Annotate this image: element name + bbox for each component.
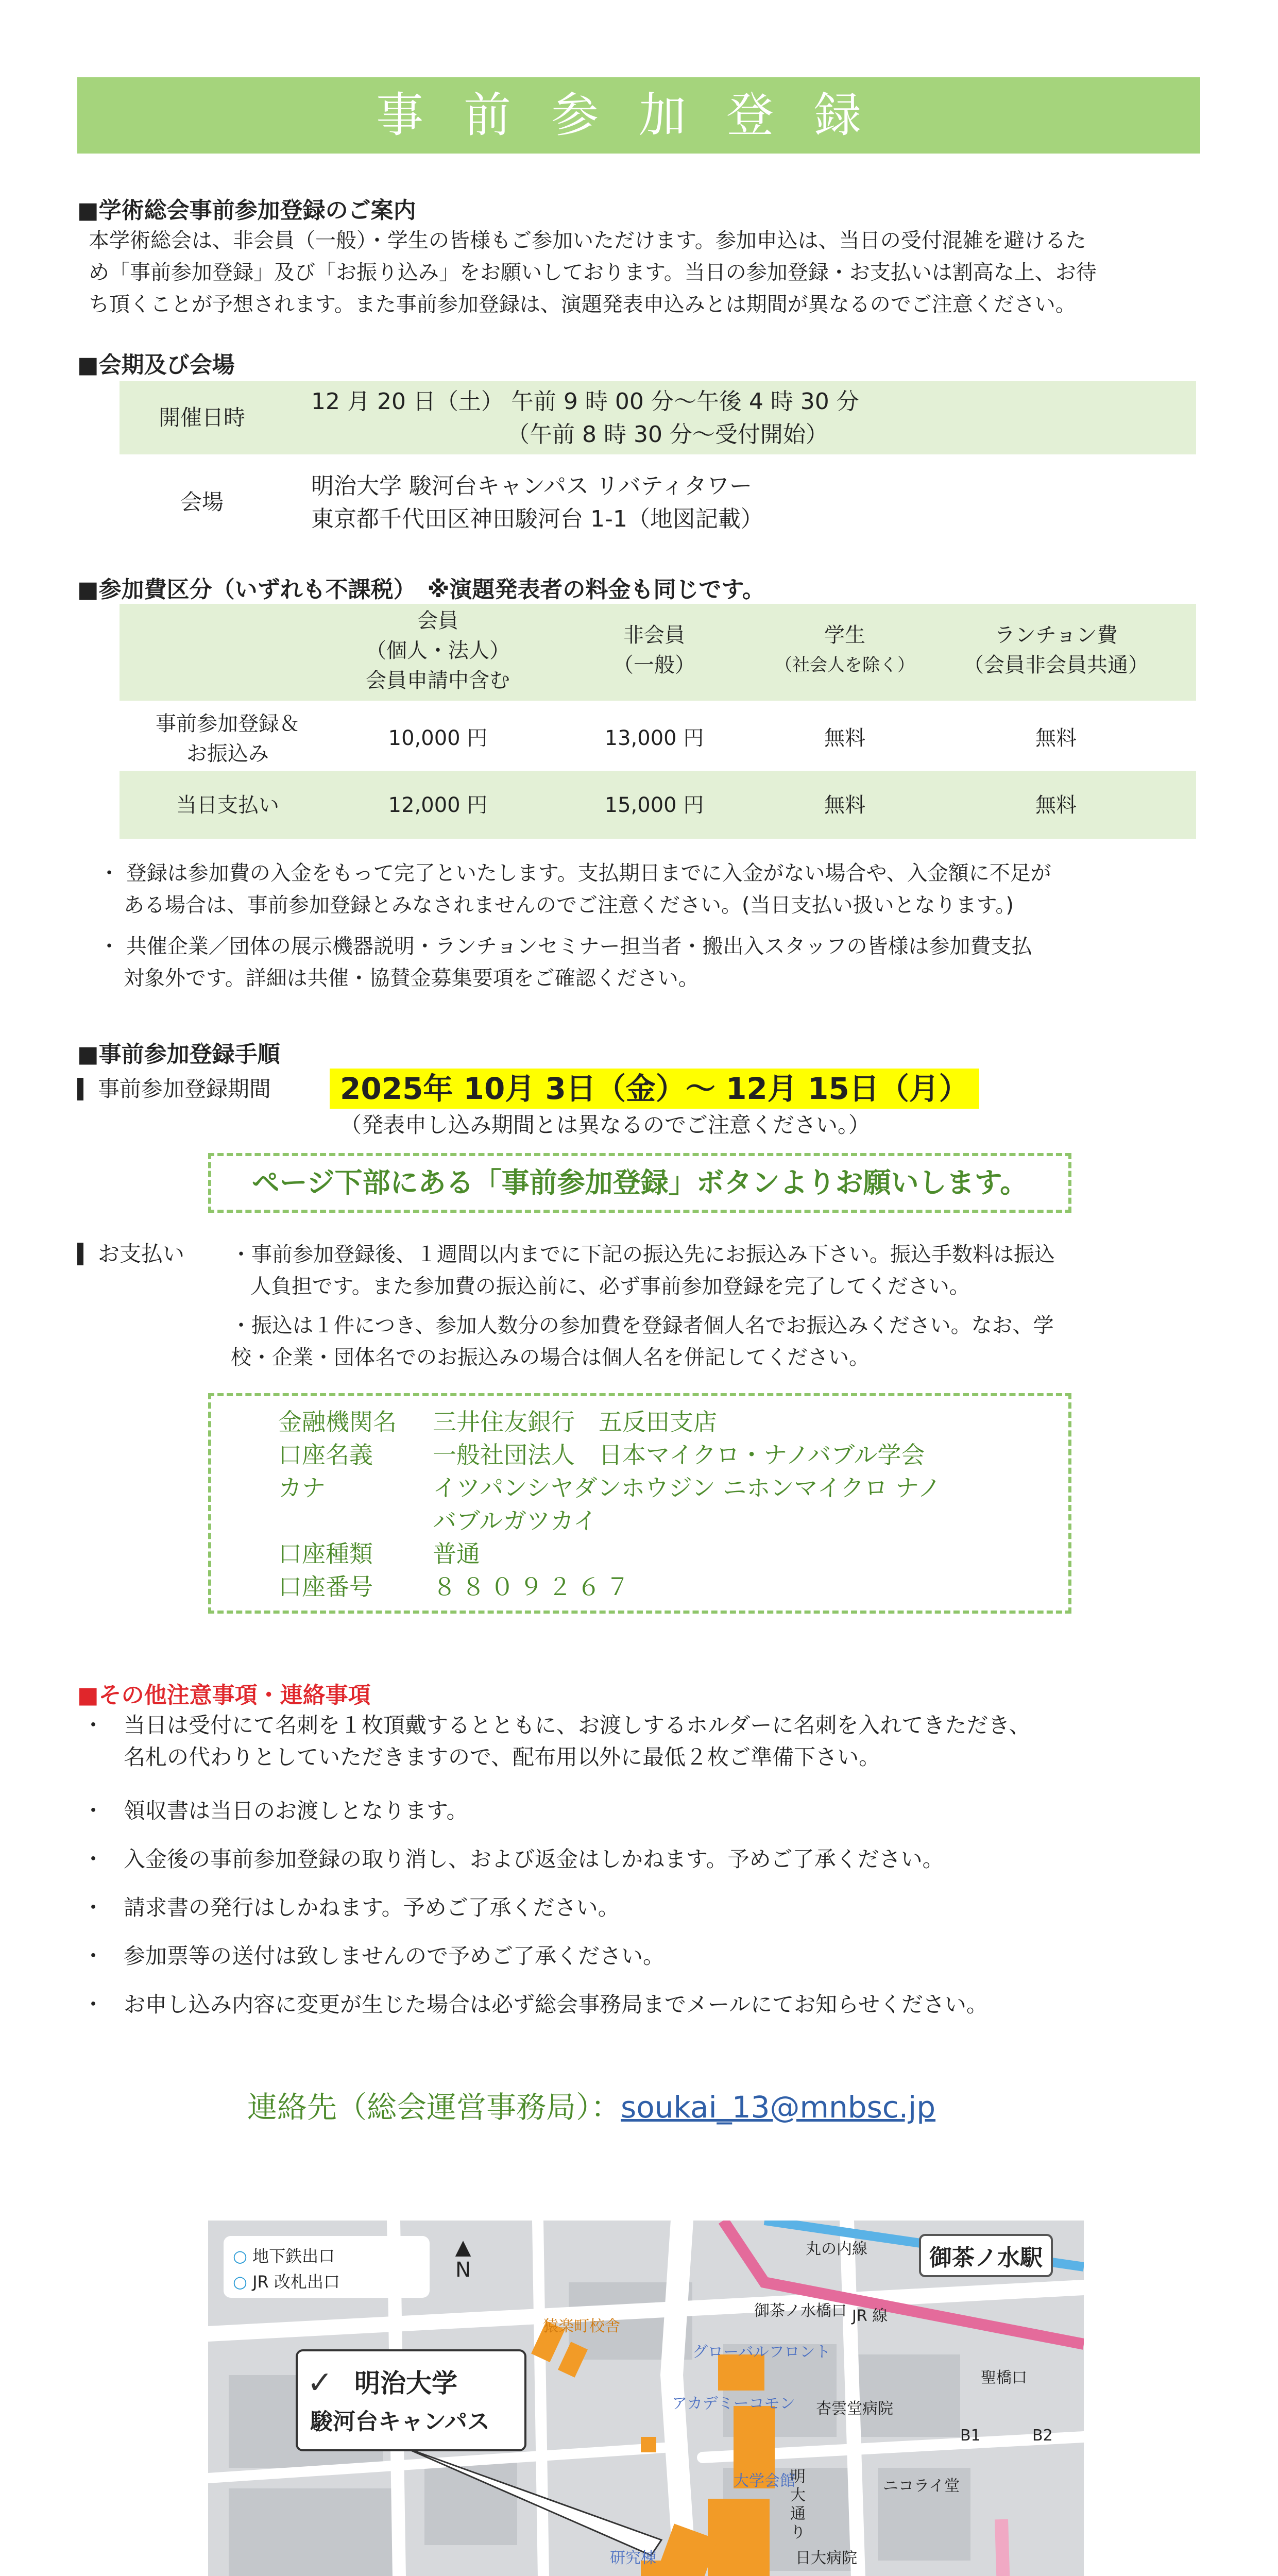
label-b1: B1 <box>960 2427 981 2445</box>
bank-info <box>278 1405 941 1603</box>
fees-col-luncheon <box>938 620 1174 680</box>
label-global-front: グローバルフロント <box>692 2343 831 2361</box>
univ-name: 明治大学 <box>354 2368 457 2398</box>
fees-cell: 無料 <box>824 793 865 817</box>
schedule-venue-label: 会場 <box>180 489 224 515</box>
period-label: 事前参加登録期間 <box>98 1076 271 1101</box>
notice-line: 当日は受付にて名刺を１枚頂戴するとともに、お渡しするホルダーに名刺を入れてきただき、 <box>124 1713 1031 1738</box>
bullet-dot: ・ <box>82 1943 105 1969</box>
period-note: （発表申し込み期間とは異なるのでご注意ください。） <box>340 1112 871 1138</box>
label-marunouchi: 丸の内線 <box>806 2240 867 2258</box>
page-banner: 事前参加登録 <box>77 77 1200 154</box>
bank-key: カナ <box>278 1474 326 1502</box>
schedule-venue-line: 明治大学 駿河台キャンパス リバティタワー <box>311 473 753 499</box>
fees-col-member <box>330 606 546 696</box>
jr-circle-icon: ○ <box>233 2272 247 2292</box>
fees-col-line: 会員申請中含む <box>366 669 510 692</box>
procedure-heading: ■事前参加登録手順 <box>77 1041 280 1067</box>
intro-text <box>89 225 1196 320</box>
bank-value: ８８０９２６７ <box>433 1573 635 1601</box>
bullet-dot: ・ <box>82 1895 105 1920</box>
fees-col-line: 会員 <box>417 609 458 633</box>
chiyoda-line <box>1001 2519 1012 2576</box>
meiji-logo-icon: ✓ <box>307 2365 333 2401</box>
campus-callout <box>296 2349 526 2451</box>
map-legend <box>224 2236 430 2298</box>
schedule-venue-value <box>311 470 763 536</box>
fees-cell: 10,000 円 <box>388 726 488 750</box>
bank-key: 金融機関名 <box>278 1408 397 1436</box>
fees-row-label <box>120 709 336 769</box>
marker-bar <box>77 1078 83 1100</box>
road <box>538 2221 548 2576</box>
payment-line: 校・企業・団体名でのお振込みの場合は個人名を併記してください。 <box>231 1346 870 1369</box>
bullet-dot: ・ <box>82 1846 105 1872</box>
fees-col-line: 学生 <box>824 623 865 647</box>
bank-value: バブルガツカイ <box>433 1507 597 1535</box>
bank-key: 口座番号 <box>278 1573 373 1601</box>
bullet-dot: ・ <box>82 1713 105 1738</box>
schedule-date-line: 12 月 20 日（土） 午前 9 時 00 分～午後 4 時 30 分 <box>311 388 859 415</box>
bullet-dot: ・ <box>99 861 126 885</box>
fees-row-label-line: 事前参加登録＆ <box>156 712 300 736</box>
fees-note <box>99 857 1206 921</box>
label-kenkyu: 研究棟 <box>610 2549 656 2567</box>
fees-row-label-line: お振込み <box>186 742 269 766</box>
label-nichidai: 日大病院 <box>795 2549 857 2567</box>
access-map <box>208 2221 1084 2576</box>
label-meidai-dori: 明大通り <box>790 2468 806 2541</box>
fees-cell: 無料 <box>1035 726 1077 750</box>
fees-cell: 無料 <box>1035 793 1077 817</box>
notice-line: 名札の代わりとしていただきますので、配布用以外に最低２枚ご準備下さい。 <box>124 1744 881 1770</box>
fees-col-student <box>757 620 932 680</box>
legend-jr: JR 改札出口 <box>252 2272 340 2292</box>
fees-col-nonmember <box>556 620 752 680</box>
fees-cell: 15,000 円 <box>604 793 704 817</box>
label-b2: B2 <box>1032 2427 1053 2445</box>
fees-col-line: ランチョン費 <box>994 623 1118 647</box>
notice-item <box>82 1709 1200 1773</box>
label-nikolai: ニコライ堂 <box>883 2477 960 2495</box>
campus-name: 駿河台キャンパス <box>310 2409 490 2435</box>
marker-bar <box>77 1243 83 1265</box>
north-arrow-icon: ▲ N <box>455 2235 471 2282</box>
label-academy-common: アカデミーコモン <box>672 2395 795 2413</box>
button-notice: ページ下部にある「事前参加登録」ボタンよりお願いします。 <box>251 1166 1028 1199</box>
fees-col-line: 非会員 <box>623 623 685 647</box>
contact-email-link[interactable]: soukai_13@mnbsc.jp <box>621 2090 936 2125</box>
bank-key: 口座種類 <box>278 1540 373 1568</box>
intro-line: め「事前参加登録」及び「お振り込み」をお願いしております。当日の参加登録・お支払いは割高な上、お待 <box>89 261 1097 284</box>
notice-line: 入金後の事前参加登録の取り消し、および返金はしかねます。予めご了承ください。 <box>124 1846 944 1872</box>
fees-col-line: （個人・法人） <box>366 639 510 663</box>
bullet-dot: ・ <box>99 935 126 958</box>
fees-row-label: 当日支払い <box>176 793 279 817</box>
fees-note-line: 登録は参加費の入金をもって完了といたします。支払期日までに入金がない場合や、入金額に不足が <box>126 861 1051 885</box>
block <box>229 2488 394 2576</box>
notice-item <box>82 1843 944 1875</box>
exit-circle-icon: ○ <box>233 2246 247 2266</box>
fees-heading: ■参加費区分（いずれも不課税） ※演題発表者の料金も同じです。 <box>77 577 765 603</box>
fees-cell: 13,000 円 <box>604 726 704 750</box>
fees-cell: 無料 <box>824 726 865 750</box>
bullet-dot: ・ <box>82 1992 105 2017</box>
notice-line: 領収書は当日のお渡しとなります。 <box>124 1798 468 1823</box>
notice-line: お申し込み内容に変更が生じた場合は必ず総会事務局までメールにてお知らせください。 <box>124 1992 988 2017</box>
station-ochanomizu: 御茶ノ水駅 <box>919 2234 1053 2277</box>
fees-note-line: 対象外です。詳細は共催・協賛金募集要項をご確認ください。 <box>124 967 699 990</box>
payment-label: お支払い <box>98 1241 185 1266</box>
contact-label: 連絡先（総会運営事務局）： <box>247 2090 621 2125</box>
label-hijiri-bridge: 聖橋口 <box>981 2369 1027 2387</box>
notice-item <box>82 1940 664 1972</box>
bank-key: 口座名義 <box>278 1441 373 1469</box>
fees-col-line: （一般） <box>613 653 695 677</box>
intro-line: ち頂くことが予想されます。また事前参加登録は、演題発表申込みとは期間が異なるのでご注意ください。 <box>89 293 1076 316</box>
notice-line: 請求書の発行はしかねます。予めご了承ください。 <box>124 1895 620 1920</box>
notice-item <box>82 1795 468 1827</box>
label-ochanomizu-bridge: 御茶ノ水橋口 <box>754 2302 847 2320</box>
notice-line: 参加票等の送付は致しませんので予めご了承ください。 <box>124 1943 665 1969</box>
schedule-date-label: 開催日時 <box>158 405 245 430</box>
fees-col-line: （会員非会員共通） <box>963 653 1149 677</box>
label-kyoundo: 杏雲堂病院 <box>816 2400 893 2418</box>
intro-line: 本学術総会は、非会員（一般）・学生の皆様もご参加いただけます。参加申込は、当日の受付混雑を避けるた <box>89 229 1086 252</box>
fees-note-line: 共催企業／団体の展示機器説明・ランチョンセミナー担当者・搬出入スタッフの皆様は参加費支払 <box>126 935 1032 958</box>
bank-value: 普通 <box>433 1540 480 1568</box>
schedule-heading: ■会期及び会場 <box>77 352 235 378</box>
fees-note <box>99 930 1206 994</box>
notice-item <box>82 1892 620 1924</box>
fees-col-line: （社会人を除く） <box>775 655 915 675</box>
notice-item <box>82 1989 988 2021</box>
intro-heading: ■学術総会事前参加登録のご案内 <box>77 197 416 224</box>
label-univ-hall: 大学会館 <box>734 2472 795 2490</box>
schedule-date-line: （午前 8 時 30 分～受付開始） <box>507 421 828 448</box>
bank-value: 一般社団法人 日本マイクロ・ナノバブル学会 <box>433 1441 925 1469</box>
period-value: 2025年 10月 3日（金）～ 12月 15日（月） <box>330 1069 979 1109</box>
payment-line: ・事前参加登録後、１週間以内までに下記の振込先にお振込み下さい。振込手数料は振込 <box>231 1243 1055 1266</box>
fees-note-line: ある場合は、事前参加登録とみなされませんのでご注意ください。(当日支払い扱いとなります。) <box>124 893 1014 917</box>
bank-value: 三井住友銀行 五反田支店 <box>433 1408 717 1436</box>
univ-hall-building <box>708 2499 770 2576</box>
schedule-date-value <box>311 385 859 451</box>
payment-line: 人負担です。また参加費の振込前に、必ず事前参加登録を完了してください。 <box>250 1275 970 1298</box>
label-jr-line: JR 線 <box>852 2307 888 2325</box>
fees-cell: 12,000 円 <box>388 793 488 817</box>
contact <box>247 2087 935 2128</box>
payment-line: ・振込は１件につき、参加人数分の参加費を登録者個人名でお振込みください。なお、学 <box>231 1314 1054 1337</box>
bank-value: イツパンシヤダンホウジン ニホンマイクロ ナノ <box>433 1474 941 1502</box>
bullet-dot: ・ <box>82 1798 105 1823</box>
campus-building <box>641 2437 656 2452</box>
notices-heading: ■その他注意事項・連絡事項 <box>77 1682 371 1708</box>
legend-exit: 地下鉄出口 <box>252 2246 335 2266</box>
payment-text <box>231 1239 1199 1374</box>
schedule-venue-line: 東京都千代田区神田駿河台 1-1（地図記載） <box>311 506 763 532</box>
label-sarugaku: 猿楽町校舎 <box>543 2317 620 2335</box>
